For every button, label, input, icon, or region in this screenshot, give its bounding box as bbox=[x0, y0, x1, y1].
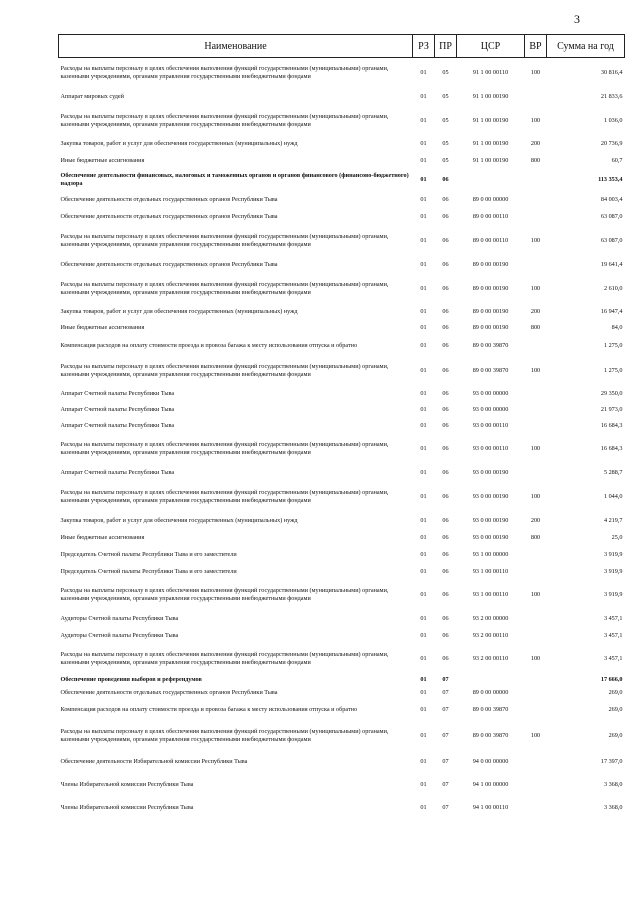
cell-name: Обеспечение деятельности финансовых, налоговых и таможенных органов и органов финансового (финансово-бюджетного) надзора bbox=[60, 172, 409, 187]
cell-sum: 1 036,0 bbox=[603, 116, 623, 124]
cell-csr: 93 0 00 00000 bbox=[472, 405, 509, 413]
cell-csr: 93 0 00 00190 bbox=[472, 468, 509, 476]
cell-vr bbox=[525, 464, 547, 482]
cell-sum: 25,0 bbox=[611, 533, 623, 541]
cell-name: Расходы на выплаты персоналу в целях обеспечения выполнения функций государственными (муниципальными) органами, казенными учреждениями, органами управления государственными внебюджетными фондами bbox=[60, 363, 389, 378]
table-row bbox=[59, 418, 625, 434]
cell-pr: 05 bbox=[442, 140, 449, 148]
header-sum: Сумма на год bbox=[547, 35, 625, 58]
cell-vr bbox=[525, 209, 547, 226]
cell-csr: 93 2 00 00110 bbox=[472, 631, 509, 639]
cell-name: Аудиторы Счетной палаты Республики Тыва bbox=[60, 614, 179, 622]
cell-rz: 01 bbox=[420, 156, 427, 164]
cell-sum: 16 947,4 bbox=[600, 307, 623, 315]
cell-pr: 06 bbox=[442, 492, 449, 500]
cell-sum: 3 457,1 bbox=[603, 631, 623, 639]
cell-sum: 3 919,9 bbox=[603, 590, 623, 598]
cell-rz: 01 bbox=[420, 468, 427, 476]
cell-csr: 89 0 00 39870 bbox=[472, 342, 509, 350]
cell-sum: 3 457,1 bbox=[603, 614, 623, 622]
cell-vr bbox=[525, 628, 547, 644]
cell-name: Иные бюджетные ассигнования bbox=[60, 323, 145, 331]
cell-sum: 3 457,1 bbox=[603, 654, 623, 662]
cell-pr: 05 bbox=[442, 92, 449, 100]
cell-sum: 3 919,9 bbox=[603, 567, 623, 575]
cell-csr: 91 1 00 00190 bbox=[472, 116, 509, 124]
cell-rz: 01 bbox=[420, 421, 427, 429]
cell-csr: 93 2 00 00110 bbox=[472, 654, 509, 662]
cell-rz: 01 bbox=[420, 213, 427, 221]
budget-table bbox=[58, 34, 625, 819]
cell-csr: 91 1 00 00190 bbox=[472, 140, 509, 148]
table-row bbox=[59, 169, 625, 192]
cell-rz: 01 bbox=[420, 516, 427, 524]
cell-vr: 800 bbox=[530, 323, 541, 331]
cell-csr: 89 0 00 00110 bbox=[472, 213, 509, 221]
cell-sum: 269,0 bbox=[608, 706, 623, 714]
cell-pr: 06 bbox=[442, 236, 449, 244]
cell-pr: 06 bbox=[442, 421, 449, 429]
table-row bbox=[59, 751, 625, 774]
cell-pr: 06 bbox=[442, 213, 449, 221]
cell-pr: 06 bbox=[442, 176, 449, 184]
header-pr: ПР bbox=[435, 35, 457, 58]
cell-csr: 89 0 00 00000 bbox=[472, 689, 509, 697]
cell-csr: 89 0 00 39870 bbox=[472, 706, 509, 714]
cell-sum: 3 368,0 bbox=[603, 781, 623, 789]
cell-sum: 1 044,0 bbox=[603, 492, 623, 500]
table-row bbox=[59, 320, 625, 336]
cell-sum: 269,0 bbox=[608, 731, 623, 739]
cell-sum: 3 919,9 bbox=[603, 550, 623, 558]
cell-rz: 01 bbox=[420, 631, 427, 639]
page-number: 3 bbox=[574, 12, 580, 26]
cell-csr: 91 1 00 00190 bbox=[472, 156, 509, 164]
cell-vr: 100 bbox=[530, 367, 541, 375]
cell-vr bbox=[525, 88, 547, 106]
cell-vr bbox=[525, 797, 547, 819]
table-body bbox=[59, 58, 625, 819]
cell-vr bbox=[525, 610, 547, 628]
cell-csr: 94 1 00 00110 bbox=[472, 803, 509, 811]
table-row bbox=[59, 386, 625, 402]
cell-rz: 01 bbox=[420, 116, 427, 124]
cell-vr: 200 bbox=[530, 307, 541, 315]
cell-vr bbox=[525, 700, 547, 721]
cell-sum: 16 684,3 bbox=[600, 421, 623, 429]
cell-name: Обеспечение деятельности отдельных государственных органов Республики Тыва bbox=[60, 213, 278, 221]
cell-vr bbox=[525, 256, 547, 274]
cell-vr bbox=[525, 546, 547, 564]
cell-rz: 01 bbox=[420, 68, 427, 76]
table-row bbox=[59, 336, 625, 357]
cell-csr: 89 0 00 00110 bbox=[472, 236, 509, 244]
cell-vr bbox=[525, 564, 547, 580]
table-row bbox=[59, 58, 625, 88]
cell-pr: 06 bbox=[442, 550, 449, 558]
cell-sum: 113 353,4 bbox=[598, 176, 623, 184]
cell-pr: 06 bbox=[442, 323, 449, 331]
cell-csr: 94 0 00 00000 bbox=[472, 758, 509, 766]
table-row bbox=[59, 628, 625, 644]
cell-rz: 01 bbox=[420, 492, 427, 500]
cell-vr: 100 bbox=[530, 284, 541, 292]
table-row bbox=[59, 530, 625, 546]
cell-rz: 01 bbox=[420, 533, 427, 541]
cell-sum: 63 087,0 bbox=[600, 213, 623, 221]
cell-pr: 06 bbox=[442, 654, 449, 662]
cell-rz: 01 bbox=[420, 803, 427, 811]
cell-pr: 06 bbox=[442, 307, 449, 315]
table-row bbox=[59, 700, 625, 721]
cell-name: Аппарат мировых судей bbox=[60, 92, 124, 100]
cell-pr: 07 bbox=[442, 706, 449, 714]
cell-vr bbox=[525, 169, 547, 192]
cell-sum: 3 368,0 bbox=[603, 803, 623, 811]
cell-pr: 07 bbox=[442, 803, 449, 811]
table-row bbox=[59, 546, 625, 564]
cell-csr: 93 0 00 00190 bbox=[472, 516, 509, 524]
cell-rz: 01 bbox=[420, 342, 427, 350]
cell-pr: 06 bbox=[442, 367, 449, 375]
cell-pr: 06 bbox=[442, 284, 449, 292]
cell-vr: 100 bbox=[530, 236, 541, 244]
cell-rz: 01 bbox=[420, 654, 427, 662]
cell-csr: 93 2 00 00000 bbox=[472, 614, 509, 622]
cell-vr bbox=[525, 674, 547, 687]
cell-name: Аппарат Счетной палаты Республики Тыва bbox=[60, 421, 175, 429]
table-row bbox=[59, 687, 625, 700]
cell-name: Обеспечение деятельности отдельных государственных органов Республики Тыва bbox=[60, 196, 278, 204]
table-row bbox=[59, 580, 625, 610]
cell-pr: 07 bbox=[442, 758, 449, 766]
cell-vr bbox=[525, 402, 547, 418]
table-row bbox=[59, 674, 625, 687]
table-row bbox=[59, 402, 625, 418]
header-csr: ЦСР bbox=[457, 35, 525, 58]
cell-pr: 06 bbox=[442, 468, 449, 476]
cell-sum: 30 816,4 bbox=[600, 68, 623, 76]
cell-csr: 91 1 00 00110 bbox=[472, 68, 509, 76]
cell-csr: 93 1 00 00110 bbox=[472, 567, 509, 575]
cell-vr bbox=[525, 418, 547, 434]
cell-name: Закупка товаров, работ и услуг для обеспечения государственных (муниципальных) нужд bbox=[60, 516, 298, 524]
cell-pr: 06 bbox=[442, 196, 449, 204]
table-row bbox=[59, 482, 625, 512]
cell-pr: 06 bbox=[442, 614, 449, 622]
table-row bbox=[59, 610, 625, 628]
cell-vr: 100 bbox=[530, 492, 541, 500]
cell-vr: 100 bbox=[530, 654, 541, 662]
cell-csr: 93 0 00 00190 bbox=[472, 492, 509, 500]
cell-rz: 01 bbox=[420, 367, 427, 375]
cell-name: Расходы на выплаты персоналу в целях обеспечения выполнения функций государственными (муниципальными) органами, казенными учреждениями, органами управления государственными внебюджетными фондами bbox=[60, 440, 389, 456]
cell-csr: 89 0 00 00190 bbox=[472, 307, 509, 315]
table-row bbox=[59, 797, 625, 819]
table-row bbox=[59, 274, 625, 304]
cell-rz: 01 bbox=[420, 196, 427, 204]
table-header-row bbox=[59, 35, 625, 58]
cell-vr: 200 bbox=[530, 516, 541, 524]
table-row bbox=[59, 512, 625, 530]
cell-pr: 06 bbox=[442, 567, 449, 575]
cell-pr: 05 bbox=[442, 116, 449, 124]
cell-rz: 01 bbox=[420, 590, 427, 598]
cell-sum: 2 610,0 bbox=[603, 284, 623, 292]
cell-name: Закупка товаров, работ и услуг для обеспечения государственных (муниципальных) нужд bbox=[60, 140, 298, 148]
cell-pr: 06 bbox=[442, 405, 449, 413]
cell-name: Аппарат Счетной палаты Республики Тыва bbox=[60, 389, 175, 397]
cell-name: Иные бюджетные ассигнования bbox=[60, 533, 145, 541]
cell-csr: 89 0 00 00000 bbox=[472, 196, 509, 204]
cell-pr: 06 bbox=[442, 533, 449, 541]
cell-sum: 60,7 bbox=[611, 156, 623, 164]
cell-csr: 89 0 00 39870 bbox=[472, 731, 509, 739]
cell-csr: 91 1 00 00190 bbox=[472, 92, 509, 100]
cell-name: Аппарат Счетной палаты Республики Тыва bbox=[60, 405, 175, 413]
cell-rz: 01 bbox=[420, 550, 427, 558]
cell-vr bbox=[525, 386, 547, 402]
cell-sum: 29 350,0 bbox=[600, 389, 623, 397]
cell-rz: 01 bbox=[420, 781, 427, 789]
header-vr: ВР bbox=[525, 35, 547, 58]
cell-vr: 200 bbox=[530, 140, 541, 148]
cell-csr: 93 1 00 00110 bbox=[472, 590, 509, 598]
cell-sum: 84,0 bbox=[611, 323, 623, 331]
cell-name: Расходы на выплаты персоналу в целях обеспечения выполнения функций государственными (муниципальными) органами, казенными учреждениями, органами управления государственными внебюджетными фондами bbox=[60, 112, 389, 128]
cell-csr: 89 0 00 00190 bbox=[472, 323, 509, 331]
cell-vr: 100 bbox=[530, 590, 541, 598]
cell-rz: 01 bbox=[420, 676, 427, 684]
cell-sum: 16 684,3 bbox=[600, 444, 623, 452]
cell-sum: 21 833,6 bbox=[600, 92, 623, 100]
cell-csr: 93 0 00 00190 bbox=[472, 533, 509, 541]
cell-sum: 63 087,0 bbox=[600, 236, 623, 244]
cell-vr bbox=[525, 751, 547, 774]
cell-rz: 01 bbox=[420, 444, 427, 452]
cell-name: Иные бюджетные ассигнования bbox=[60, 156, 145, 164]
cell-name: Расходы на выплаты персоналу в целях обеспечения выполнения функций государственными (муниципальными) органами, казенными учреждениями, органами управления государственными внебюджетными фондами bbox=[60, 280, 389, 296]
table-row bbox=[59, 192, 625, 209]
cell-name: Расходы на выплаты персоналу в целях обеспечения выполнения функций государственными (муниципальными) органами, казенными учреждениями, органами управления государственными внебюджетными фондами bbox=[60, 488, 389, 504]
cell-name: Обеспечение проведения выборов и референдумов bbox=[60, 676, 202, 684]
table-row bbox=[59, 88, 625, 106]
cell-sum: 4 219,7 bbox=[603, 516, 623, 524]
cell-sum: 269,0 bbox=[608, 689, 623, 697]
cell-pr: 07 bbox=[442, 689, 449, 697]
cell-name: Члены Избирательной комиссии Республики Тыва bbox=[60, 803, 194, 811]
cell-csr bbox=[457, 674, 525, 687]
cell-sum: 1 275,0 bbox=[603, 342, 623, 350]
cell-sum: 5 288,7 bbox=[603, 468, 623, 476]
table-row bbox=[59, 153, 625, 169]
table-row bbox=[59, 434, 625, 464]
cell-vr bbox=[525, 336, 547, 357]
cell-rz: 01 bbox=[420, 260, 427, 268]
cell-rz: 01 bbox=[420, 567, 427, 575]
header-name: Наименование bbox=[59, 35, 413, 58]
cell-rz: 01 bbox=[420, 284, 427, 292]
table-row bbox=[59, 644, 625, 674]
cell-rz: 01 bbox=[420, 614, 427, 622]
cell-vr bbox=[525, 687, 547, 700]
cell-rz: 01 bbox=[420, 706, 427, 714]
table-row bbox=[59, 256, 625, 274]
cell-pr: 06 bbox=[442, 260, 449, 268]
cell-vr bbox=[525, 774, 547, 797]
table-row bbox=[59, 564, 625, 580]
cell-rz: 01 bbox=[420, 389, 427, 397]
cell-name: Расходы на выплаты персоналу в целях обеспечения выполнения функций государственными (муниципальными) органами, казенными учреждениями, органами управления государственными внебюджетными фондами bbox=[60, 65, 389, 80]
table-row bbox=[59, 774, 625, 797]
cell-csr: 89 0 00 39870 bbox=[472, 367, 509, 375]
cell-csr: 89 0 00 00190 bbox=[472, 260, 509, 268]
cell-pr: 06 bbox=[442, 389, 449, 397]
cell-csr: 94 1 00 00000 bbox=[472, 781, 509, 789]
cell-vr: 800 bbox=[530, 533, 541, 541]
cell-name: Председатель Счетной палаты Республики Тыва и его заместители bbox=[60, 550, 237, 558]
table-row bbox=[59, 464, 625, 482]
cell-name: Обеспечение деятельности отдельных государственных органов Республики Тыва bbox=[60, 260, 278, 268]
cell-name: Расходы на выплаты персоналу в целях обеспечения выполнения функций государственными (муниципальными) органами, казенными учреждениями, органами управления государственными внебюджетными фондами bbox=[60, 727, 389, 743]
cell-pr: 06 bbox=[442, 342, 449, 350]
table-row bbox=[59, 721, 625, 751]
cell-pr: 06 bbox=[442, 631, 449, 639]
cell-rz: 01 bbox=[420, 176, 427, 184]
cell-sum: 1 275,0 bbox=[603, 367, 623, 375]
cell-name: Аудиторы Счетной палаты Республики Тыва bbox=[60, 631, 179, 639]
cell-sum: 19 641,4 bbox=[600, 260, 623, 268]
cell-name: Закупка товаров, работ и услуг для обеспечения государственных (муниципальных) нужд bbox=[60, 307, 298, 315]
cell-pr: 06 bbox=[442, 590, 449, 598]
cell-csr: 93 0 00 00110 bbox=[472, 421, 509, 429]
cell-name: Расходы на выплаты персоналу в целях обеспечения выполнения функций государственными (муниципальными) органами, казенными учреждениями, органами управления государственными внебюджетными фондами bbox=[60, 650, 389, 666]
table-row bbox=[59, 357, 625, 386]
cell-name: Расходы на выплаты персоналу в целях обеспечения выполнения функций государственными (муниципальными) органами, казенными учреждениями, органами управления государственными внебюджетными фондами bbox=[60, 586, 389, 602]
cell-sum: 20 736,9 bbox=[600, 140, 623, 148]
cell-name: Члены Избирательной комиссии Республики Тыва bbox=[60, 781, 194, 789]
cell-rz: 01 bbox=[420, 92, 427, 100]
table-row bbox=[59, 136, 625, 153]
table-row bbox=[59, 209, 625, 226]
cell-name: Обеспечение деятельности отдельных государственных органов Республики Тыва bbox=[60, 689, 278, 697]
cell-name: Расходы на выплаты персоналу в целях обеспечения выполнения функций государственными (муниципальными) органами, казенными учреждениями, органами управления государственными внебюджетными фондами bbox=[60, 232, 389, 248]
cell-pr: 06 bbox=[442, 444, 449, 452]
cell-csr: 93 1 00 00000 bbox=[472, 550, 509, 558]
table-row bbox=[59, 226, 625, 256]
cell-rz: 01 bbox=[420, 758, 427, 766]
cell-vr: 100 bbox=[530, 68, 541, 76]
cell-pr: 07 bbox=[442, 731, 449, 739]
cell-rz: 01 bbox=[420, 731, 427, 739]
cell-name: Обеспечение деятельности Избирательной комиссии Республики Тыва bbox=[60, 758, 248, 766]
cell-pr: 07 bbox=[442, 676, 449, 684]
cell-pr: 07 bbox=[442, 781, 449, 789]
table-row bbox=[59, 304, 625, 320]
cell-name: Аппарат Счетной палаты Республики Тыва bbox=[60, 468, 175, 476]
cell-csr: 89 0 00 00190 bbox=[472, 284, 509, 292]
table-row bbox=[59, 106, 625, 136]
cell-pr: 06 bbox=[442, 516, 449, 524]
cell-rz: 01 bbox=[420, 323, 427, 331]
header-rz: РЗ bbox=[413, 35, 435, 58]
cell-rz: 01 bbox=[420, 236, 427, 244]
cell-pr: 05 bbox=[442, 156, 449, 164]
cell-vr bbox=[525, 192, 547, 209]
cell-name: Председатель Счетной палаты Республики Тыва и его заместители bbox=[60, 567, 237, 575]
cell-sum: 17 397,0 bbox=[600, 758, 623, 766]
cell-rz: 01 bbox=[420, 405, 427, 413]
cell-name: Компенсация расходов на оплату стоимости проезда и провоза багажа к месту использования отпуска и обратно bbox=[60, 706, 358, 714]
cell-sum: 21 973,0 bbox=[600, 405, 623, 413]
cell-name: Компенсация расходов на оплату стоимости проезда и провоза багажа к месту использования отпуска и обратно bbox=[60, 342, 358, 350]
cell-vr: 100 bbox=[530, 444, 541, 452]
cell-vr: 100 bbox=[530, 116, 541, 124]
cell-vr: 100 bbox=[530, 731, 541, 739]
cell-rz: 01 bbox=[420, 307, 427, 315]
cell-rz: 01 bbox=[420, 140, 427, 148]
cell-rz: 01 bbox=[420, 689, 427, 697]
cell-csr: 93 0 00 00110 bbox=[472, 444, 509, 452]
cell-sum: 17 666,0 bbox=[600, 676, 623, 684]
cell-vr: 800 bbox=[530, 156, 541, 164]
cell-pr: 05 bbox=[442, 68, 449, 76]
cell-sum: 84 003,4 bbox=[600, 196, 623, 204]
cell-csr: 93 0 00 00000 bbox=[472, 389, 509, 397]
cell-csr bbox=[457, 169, 525, 192]
